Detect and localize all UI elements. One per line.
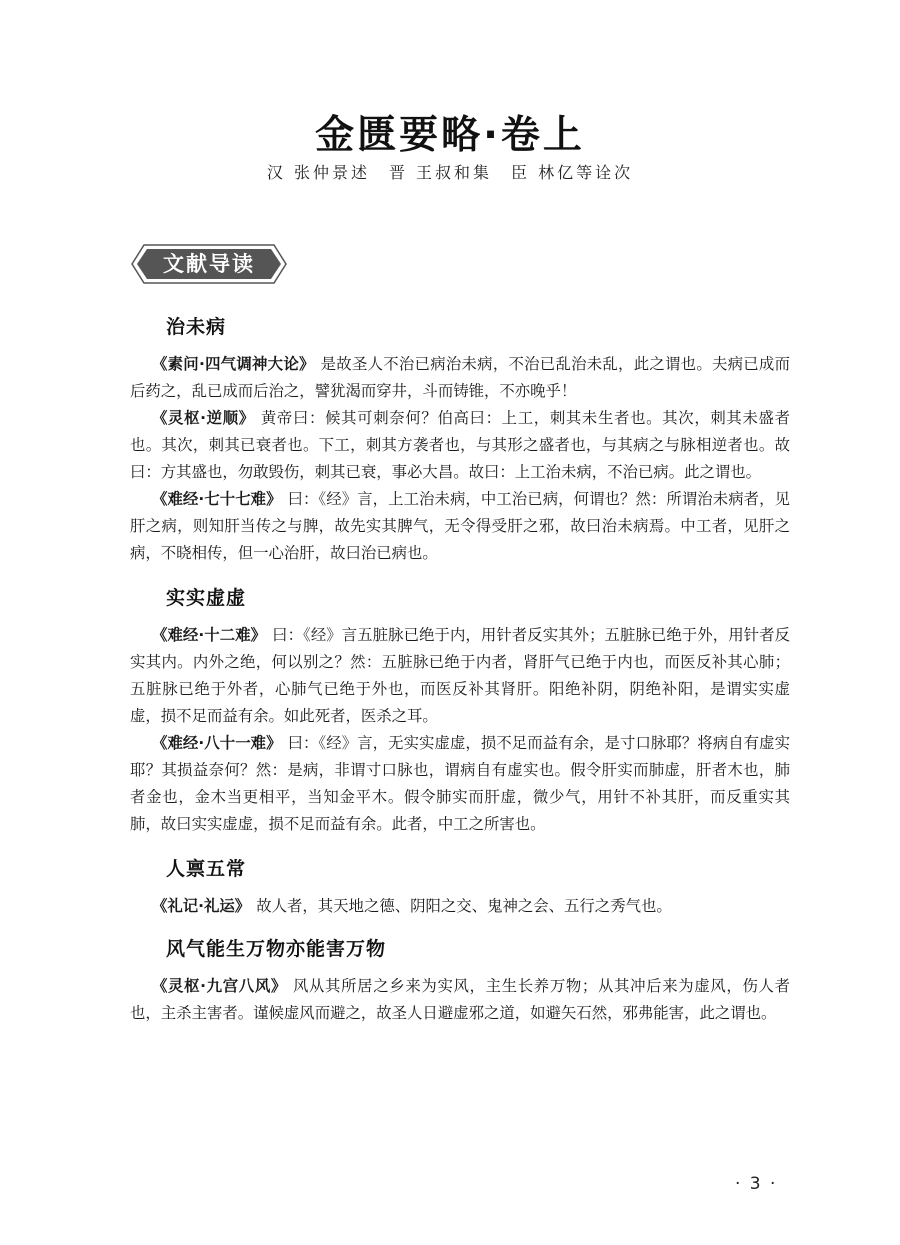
section-shi-shi-xu-xu	[130, 583, 790, 838]
paragraph-text: 曰：《经》言五脏脉已绝于内，用针者反实其外；五脏脉已绝于外，用针者反实其内。内外之绝，何以别之？然：五脏脉已绝于内者，肾肝气已绝于内也，而医反补其心肺；五脏脉已绝于外者，心肺气已绝于外也，而医反补其肾肝。阳绝补阴，阴绝补阳，是谓实实虚虚，损不足而益有余。如此死者，医杀之耳。	[130, 626, 790, 725]
paragraph	[130, 351, 790, 405]
section-title: 风气能生万物亦能害万物	[166, 938, 387, 960]
section-title: 人禀五常	[166, 858, 247, 880]
section-ren-bing-wu-chang	[130, 854, 790, 920]
section-title: 实实虚虚	[166, 587, 247, 609]
page-number: · 3 ·	[735, 1174, 778, 1194]
paragraph	[130, 893, 790, 920]
main-content	[130, 312, 790, 1027]
paragraph	[130, 622, 790, 730]
paragraph-text: 黄帝曰：候其可刺奈何？伯高曰：上工，刺其未生者也。其次，刺其未盛者也。其次，刺其已衰者也。下工，刺其方袭者也，与其形之盛者也，与其病之与脉相逆者也。故曰：方其盛也，勿敢毁伤，刺其已衰，事必大昌。故曰：上工治未病，不治已病。此之谓也。	[130, 409, 790, 481]
author-line: 汉 张仲景述 晋 王叔和集 臣 林亿等诠次	[266, 163, 634, 182]
paragraph	[130, 405, 790, 486]
source-citation: 《难经·七十七难》	[152, 490, 282, 508]
paragraph-text: 故人者，其天地之德、阴阳之交、鬼神之会、五行之秀气也。	[256, 897, 672, 915]
section-feng-qi	[130, 934, 790, 1027]
paragraph-text: 是故圣人不治已病治未病，不治已乱治未乱，此之谓也。夫病已成而后药之，乱已成而后治之，譬犹渴而穿井，斗而铸锥，不亦晚乎！	[130, 355, 790, 400]
paragraph	[130, 486, 790, 567]
paragraph	[130, 730, 790, 838]
badge-label: 文献导读	[163, 252, 255, 276]
source-citation: 《难经·八十一难》	[152, 734, 282, 752]
source-citation: 《灵枢·逆顺》	[152, 409, 255, 427]
paragraph-text: 风从其所居之乡来为实风，主生长养万物；从其冲后来为虚风，伤人者也，主杀主害者。谨候虚风而避之，故圣人日避虚邪之道，如避矢石然，邪弗能害，此之谓也。	[130, 977, 790, 1022]
source-citation: 《灵枢·九宫八风》	[152, 977, 287, 995]
paragraph	[130, 973, 790, 1027]
section-title: 治未病	[166, 316, 227, 338]
source-citation: 《难经·十二难》	[152, 626, 267, 644]
source-citation: 《素问·四气调神大论》	[152, 355, 315, 373]
section-badge	[130, 241, 288, 287]
section-zhi-wei-bing	[130, 312, 790, 567]
paragraph-text: 曰：《经》言，上工治未病，中工治已病，何谓也？然：所谓治未病者，见肝之病，则知肝当传之与脾，故先实其脾气，无令得受肝之邪，故曰治未病焉。中工者，见肝之病，不晓相传，但一心治肝，故曰治已病也。	[130, 490, 790, 562]
paragraph-text: 曰：《经》言，无实实虚虚，损不足而益有余，是寸口脉耶？将病自有虚实耶？其损益奈何？然：是病，非谓寸口脉也，谓病自有虚实也。假令肝实而肺虚，肝者木也，肺者金也，金木当更相平，当知金平木。假令肺实而肝虚，微少气，用针不补其肝，而反重实其肺，故曰实实虚虚，损不足而益有余。此者，中工之所害也。	[130, 734, 790, 833]
page-title: 金匮要略·卷上	[315, 113, 585, 158]
source-citation: 《礼记·礼运》	[152, 897, 251, 915]
